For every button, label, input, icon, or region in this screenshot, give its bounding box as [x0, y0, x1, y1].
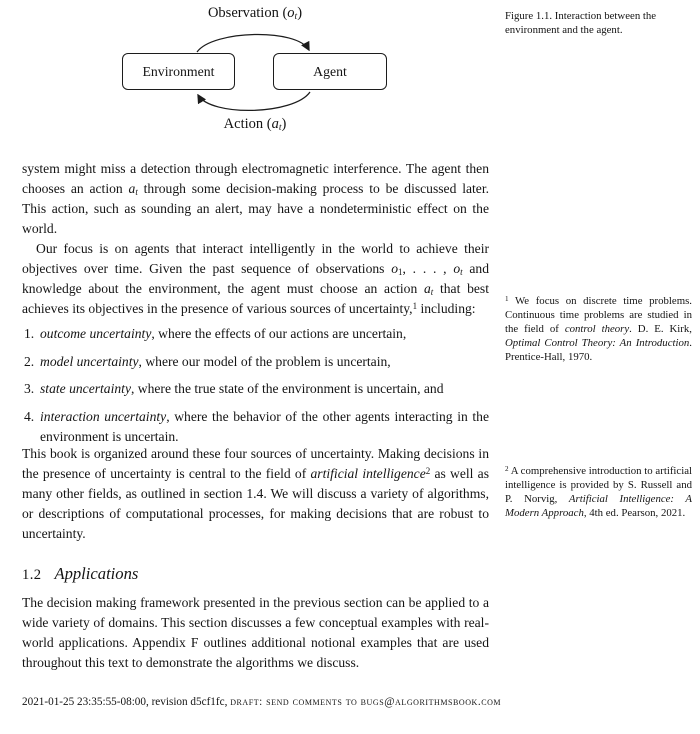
list-item — [22, 379, 489, 399]
list-item-number: 1. — [24, 326, 35, 341]
list-item-text: state uncertainty, where the true state of the environment is uncertain, and — [40, 381, 444, 397]
list-item — [22, 324, 489, 344]
environment-node-label: Environment — [142, 63, 215, 79]
list-item — [22, 407, 489, 447]
paragraph: The decision making framework presented in the previous section can be applied to a wide variety of domains. This section discusses a few conceptual examples with real-world applications. Appendix F outlines additional notional examples that are used throughout this text to demonstrate the algorithms we discuss. — [22, 595, 489, 671]
figure-1-1-diagram — [0, 0, 510, 152]
list-item-text: interaction uncertainty, where the behavior of the other agents interacting in the environment is uncertain. — [40, 408, 489, 444]
list-item-number: 4. — [24, 408, 35, 424]
observation-arrow — [197, 34, 309, 52]
section-title: Applications — [54, 564, 139, 583]
sidenote-2: $^2$ A comprehensive introduction to artificial intelligence is provided by S. Russell and P. Norvig, Artificial Intelligence: A Modern Approach, 4th ed. Pearson, 2021. — [505, 464, 692, 519]
list-item-number: 3. — [24, 381, 35, 397]
uncertainty-sources-list — [22, 324, 489, 454]
paragraph: Our focus is on agents that interact intelligently in the world to achieve their objectives over time. Given the past sequence of observations $o_1$, . . . , $o_t$ and knowledge about the environment, the agent must choose an action $a_t$ that best achieves its objectives in the presence of various sources of uncertainty,$^1$ including: — [22, 241, 489, 317]
figure-caption: Figure 1.1. Interaction between the environment and the agent. — [505, 10, 657, 36]
section-heading — [22, 564, 489, 585]
section-number: 1.2 — [22, 567, 42, 583]
action-arrow — [198, 92, 310, 110]
observation-arrow-label: Observation $(o_t)$ — [207, 5, 303, 22]
list-item-text: outcome uncertainty, where the effects of our actions are uncertain, — [40, 326, 407, 341]
paragraph: This book is organized around these four sources of uncertainty. Making decisions in the presence of uncertainty is central to the field of artificial intelligence$^2$ as well as many other fields, as outlined in section 1.4. We will discuss a variety of algorithms, or descriptions of computational processes, for making decisions that are robust to uncertainty. — [22, 446, 489, 542]
agent-node-label: Agent — [313, 63, 347, 79]
agent-node — [273, 53, 387, 90]
paragraph: system might miss a detection through electromagnetic interference. The agent then chooses an action $a_t$ through some decision-making process to be discussed later. This action, such as sounding an alert, may have a nondeterministic effect on the world. — [22, 161, 489, 237]
list-item-text: model uncertainty, where our model of the problem is uncertain, — [40, 353, 391, 369]
list-item — [22, 352, 489, 372]
sidenote-1: $^1$ We focus on discrete time problems. Continuous time problems are studied in the field of control theory. D. E. Kirk, Optimal Control Theory: An Introduction. Prentice-Hall, 1970. — [505, 294, 692, 363]
environment-node — [122, 53, 235, 90]
list-item-number: 2. — [24, 353, 35, 369]
draft-footer: 2021-01-25 23:35:55-08:00, revision d5cf1fc, draft: send comments to bugs@algorithmsbook.com — [22, 696, 502, 708]
action-arrow-label: Action $(a_t)$ — [223, 116, 287, 133]
